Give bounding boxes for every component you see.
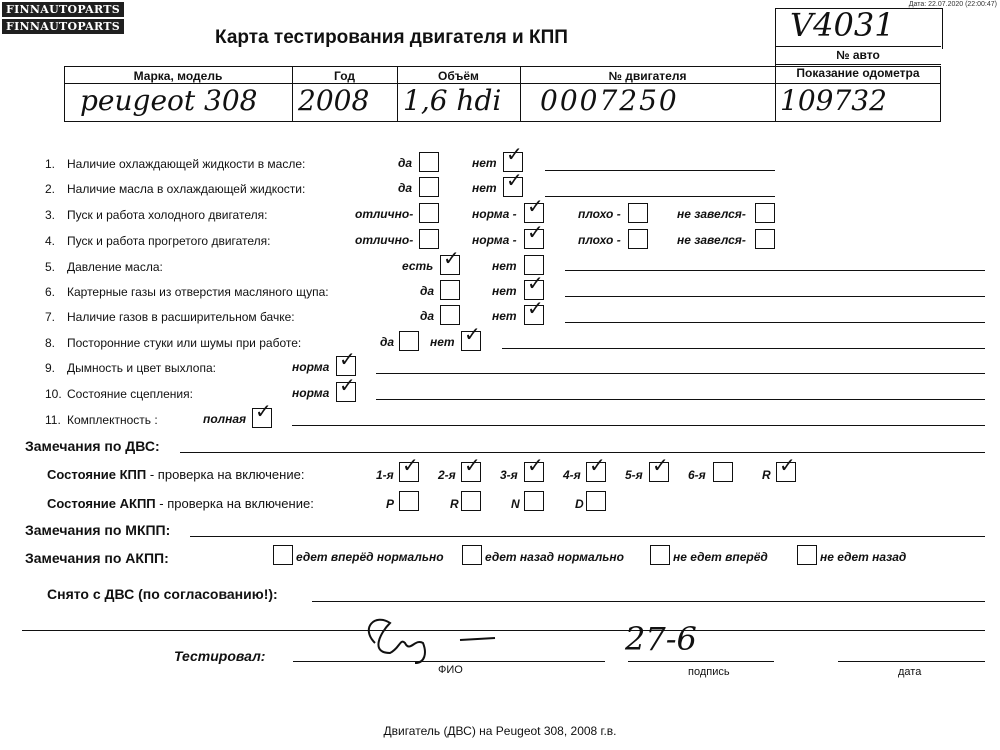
akpp-p-checkbox[interactable]: [399, 491, 419, 511]
check-mark-icon: ✓: [464, 322, 481, 346]
item-8-yes-checkbox[interactable]: [399, 331, 419, 351]
check-mark-icon: ✓: [527, 220, 544, 244]
item-3-label: Пуск и работа холодного двигателя:: [67, 208, 268, 222]
item-3-excellent-checkbox[interactable]: [419, 203, 439, 223]
item-4-opt-excellent: отлично-: [355, 233, 414, 247]
signature-scribble: [355, 608, 505, 668]
gear-5-label: 5-я: [625, 468, 643, 482]
item-10-opt-normal: норма: [292, 386, 330, 400]
item-5-opt-yes: есть: [402, 259, 434, 273]
check-mark-icon: ✓: [527, 296, 544, 320]
item-9-num: 9.: [45, 361, 56, 375]
fio-label: ФИО: [438, 664, 463, 676]
item-10-num: 10.: [45, 387, 62, 401]
item-4-excellent-checkbox[interactable]: [419, 229, 439, 249]
gear-2-label: 2-я: [438, 468, 456, 482]
akpp-n-checkbox[interactable]: [524, 491, 544, 511]
item-3-bad-checkbox[interactable]: [628, 203, 648, 223]
item-8-label: Посторонние стуки или шумы при работе:: [67, 336, 302, 350]
item-9-label: Дымность и цвет выхлопа:: [67, 361, 216, 375]
auto-number-value: V4031: [790, 6, 895, 44]
item-8-opt-yes: да: [380, 335, 395, 349]
item-7-opt-no: нет: [492, 309, 517, 323]
item-3-opt-bad: плохо -: [578, 207, 621, 221]
value-engine-number: 0007250: [540, 84, 679, 117]
item-1-yes-checkbox[interactable]: [419, 152, 439, 172]
watermark-logo-2: FINNAUTOPARTS: [2, 19, 124, 34]
item-2-opt-no: нет: [472, 181, 497, 195]
item-8-num: 8.: [45, 336, 56, 350]
check-mark-icon: ✓: [527, 271, 544, 295]
col-volume: Объём: [438, 69, 479, 83]
item-1-num: 1.: [45, 157, 56, 171]
gear-1-label: 1-я: [376, 468, 394, 482]
handwritten-date: 27-6: [625, 620, 697, 658]
item-2-yes-checkbox[interactable]: [419, 177, 439, 197]
akpp-r-checkbox[interactable]: [461, 491, 481, 511]
item-6-label: Картерные газы из отверстия масляного щупа:: [67, 285, 329, 299]
akpp-d-checkbox[interactable]: [586, 491, 606, 511]
item-4-opt-no-start: не завелся-: [677, 233, 746, 247]
value-volume: 1,6 hdi: [403, 84, 502, 117]
item-3-opt-no-start: не завелся-: [677, 207, 746, 221]
gear-6-label: 6-я: [688, 468, 706, 482]
item-10-label: Состояние сцепления:: [67, 387, 193, 401]
akpp-no-forward-label: не едет вперёд: [673, 550, 768, 564]
check-mark-icon: ✓: [464, 453, 481, 477]
check-mark-icon: ✓: [506, 168, 523, 192]
auto-number-label: № авто: [836, 48, 880, 62]
check-mark-icon: ✓: [443, 246, 460, 270]
col-engine-number: № двигателя: [608, 69, 687, 83]
item-6-yes-checkbox[interactable]: [440, 280, 460, 300]
check-mark-icon: ✓: [506, 142, 523, 166]
check-mark-icon: ✓: [402, 453, 419, 477]
page-title: Карта тестирования двигателя и КПП: [215, 27, 568, 48]
akpp-forward-normal-checkbox[interactable]: [273, 545, 293, 565]
removed-label: Снято с ДВС (по согласованию!):: [47, 586, 278, 602]
item-9-opt-normal: норма: [292, 360, 330, 374]
item-4-label: Пуск и работа прогретого двигателя:: [67, 234, 271, 248]
akpp-r-label: R: [450, 497, 459, 511]
item-4-no-start-checkbox[interactable]: [755, 229, 775, 249]
item-6-num: 6.: [45, 285, 56, 299]
item-3-opt-normal: норма -: [472, 207, 517, 221]
item-11-num: 11.: [45, 413, 61, 427]
image-caption: Двигатель (ДВС) на Peugeot 308, 2008 г.в.: [383, 724, 617, 738]
kpp-label-suffix: - проверка на включение:: [146, 467, 305, 482]
item-1-opt-no: нет: [472, 156, 497, 170]
signature-label: подпись: [688, 666, 730, 678]
item-3-opt-excellent: отлично-: [355, 207, 414, 221]
akpp-n-label: N: [511, 497, 520, 511]
print-date: Дата: 22.07.2020 (22:00:47): [908, 1, 997, 8]
check-mark-icon: ✓: [339, 347, 356, 371]
item-2-num: 2.: [45, 182, 56, 196]
akpp-backward-normal-checkbox[interactable]: [462, 545, 482, 565]
item-6-opt-no: нет: [492, 284, 517, 298]
date-label: дата: [898, 666, 922, 678]
gear-r-label: R: [762, 468, 771, 482]
akpp-no-backward-label: не едет назад: [820, 550, 907, 564]
item-4-num: 4.: [45, 234, 56, 248]
tested-label: Тестировал:: [174, 648, 266, 664]
item-5-num: 5.: [45, 260, 56, 274]
akpp-backward-normal-label: едет назад нормально: [485, 550, 625, 564]
col-year: Год: [334, 69, 355, 83]
check-mark-icon: ✓: [339, 373, 356, 397]
akpp-label-suffix: - проверка на включение:: [155, 496, 314, 511]
item-11-label: Комплектность :: [67, 413, 158, 427]
mkpp-remarks-label: Замечания по МКПП:: [25, 522, 171, 538]
akpp-label: [47, 496, 314, 511]
item-6-opt-yes: да: [420, 284, 435, 298]
watermark-logo: FINNAUTOPARTS: [2, 2, 124, 17]
item-11-opt-complete: полная: [203, 412, 247, 426]
item-4-bad-checkbox[interactable]: [628, 229, 648, 249]
akpp-no-forward-checkbox[interactable]: [650, 545, 670, 565]
item-1-opt-yes: да: [398, 156, 413, 170]
item-8-opt-no: нет: [430, 335, 455, 349]
value-make-model: peugeot 308: [80, 84, 258, 117]
gear-3-label: 3-я: [500, 468, 518, 482]
value-year: 2008: [298, 84, 370, 117]
item-3-no-start-checkbox[interactable]: [755, 203, 775, 223]
check-mark-icon: ✓: [527, 194, 544, 218]
check-mark-icon: ✓: [589, 453, 606, 477]
item-2-opt-yes: да: [398, 181, 413, 195]
item-7-label: Наличие газов в расширительном бачке:: [67, 310, 295, 324]
value-odometer: 109732: [780, 84, 887, 117]
akpp-d-label: D: [575, 497, 584, 511]
item-1-label: Наличие охлаждающей жидкости в масле:: [67, 157, 306, 171]
item-4-opt-bad: плохо -: [578, 233, 621, 247]
item-3-num: 3.: [45, 208, 56, 222]
akpp-p-label: P: [386, 497, 395, 511]
akpp-forward-normal-label: едет вперёд нормально: [296, 550, 444, 564]
dvs-remarks-label: Замечания по ДВС:: [25, 438, 160, 454]
item-2-label: Наличие масла в охлаждающей жидкости:: [67, 182, 306, 196]
item-5-label: Давление масла:: [67, 260, 163, 274]
item-4-opt-normal: норма -: [472, 233, 517, 247]
gear-6-checkbox[interactable]: [713, 462, 733, 482]
col-make-model: Марка, модель: [133, 69, 223, 83]
col-odometer: Показание одометра: [796, 66, 920, 80]
item-7-num: 7.: [45, 310, 56, 324]
gear-4-label: 4-я: [563, 468, 581, 482]
kpp-label: [47, 467, 304, 482]
kpp-label-bold: Состояние КПП: [47, 467, 147, 482]
item-7-yes-checkbox[interactable]: [440, 305, 460, 325]
akpp-label-bold: Состояние АКПП: [47, 496, 156, 511]
check-mark-icon: ✓: [255, 399, 272, 423]
check-mark-icon: ✓: [652, 453, 669, 477]
item-5-opt-no: нет: [492, 259, 517, 273]
check-mark-icon: ✓: [527, 453, 544, 477]
akpp-remarks-label: Замечания по АКПП:: [25, 550, 169, 566]
item-7-opt-yes: да: [420, 309, 435, 323]
akpp-no-backward-checkbox[interactable]: [797, 545, 817, 565]
check-mark-icon: ✓: [779, 453, 796, 477]
